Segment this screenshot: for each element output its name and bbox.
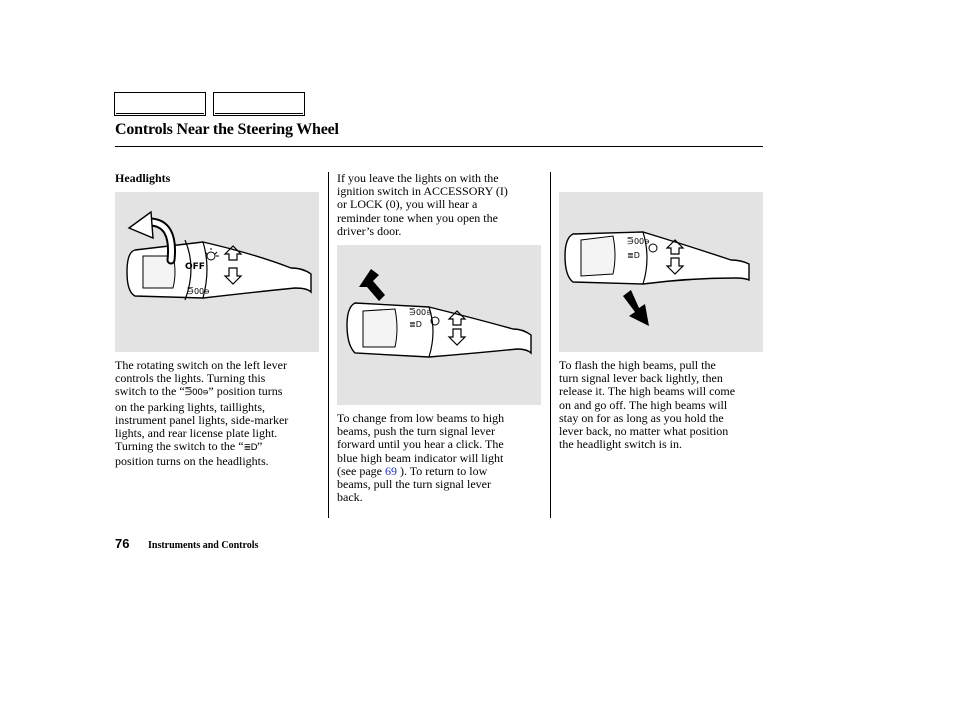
- page-number: 76: [115, 536, 130, 551]
- footer-section-title: Instruments and Controls: [148, 540, 259, 551]
- fig2-parking-symbol: ⋽00⋼: [409, 308, 432, 317]
- col2-bottom-line-4: blue high beam indicator will light: [337, 450, 504, 465]
- col2-bottom-line-5: beams, pull the turn signal lever: [337, 477, 491, 492]
- col1-line-4: on the parking lights, taillights,: [115, 399, 265, 414]
- high-beam-push-illustration: [337, 245, 541, 405]
- col3-line-5: stay on for as long as you hold the: [559, 410, 724, 425]
- col2-top-line-5: driver’s door.: [337, 223, 402, 238]
- col1-line-2: controls the lights. Turning this: [115, 371, 266, 386]
- col2-bottom-line-1: To change from low beams to high: [337, 411, 505, 425]
- nav-tab-1[interactable]: [114, 92, 206, 116]
- column-divider-1: [328, 172, 329, 518]
- col3-line-1: To flash the high beams, pull the: [559, 358, 716, 372]
- col3-line-2: turn signal lever back lightly, then: [559, 371, 723, 386]
- col2-see-page-line: (see page 69 ). To return to low: [337, 463, 488, 478]
- col1-paragraph: [115, 359, 288, 469]
- parking-lights-symbol: ⋽00⋼: [184, 388, 209, 399]
- col2-bottom-paragraph: [337, 412, 504, 504]
- figure-parking-symbol: ⋽00⋼: [187, 287, 210, 296]
- column-divider-2: [550, 172, 551, 518]
- col1-line-8: position turns on the headlights.: [115, 454, 269, 469]
- figure-high-beam-push: [337, 245, 541, 405]
- fig2-headlight-symbol: ≣D: [409, 320, 422, 329]
- col1-line-6: lights, and rear license plate light.: [115, 426, 278, 441]
- col1-line-7: Turning the switch to the “≣D”: [115, 439, 263, 454]
- off-label: OFF: [185, 262, 205, 272]
- figure-flash-high-beams: [559, 192, 763, 352]
- col2-bottom-line-2: beams, push the turn signal lever: [337, 424, 495, 439]
- col3-line-7: the headlight switch is in.: [559, 437, 682, 452]
- col2-top-line-1: If you leave the lights on with the: [337, 171, 499, 185]
- col3-line-3: release it. The high beams will come: [559, 384, 736, 399]
- fig3-headlight-symbol: ≣D: [627, 251, 640, 260]
- col2-top-paragraph: [337, 172, 508, 238]
- page-title: Controls Near the Steering Wheel: [115, 121, 339, 138]
- col1-line-3: switch to the “⋽00⋼” position turns: [115, 384, 283, 399]
- headlight-lever-illustration: [115, 192, 319, 352]
- col2-bottom-line-3: forward until you hear a click. The: [337, 437, 504, 452]
- col3-line-4: on and go off. The high beams will: [559, 397, 728, 412]
- col3-line-6: lever back, no matter what position: [559, 424, 729, 439]
- figure-headlight-switch: [115, 192, 319, 352]
- section-heading-headlights: Headlights: [115, 171, 171, 185]
- fig3-parking-symbol: ⋽00⋼: [627, 237, 650, 246]
- col3-paragraph: [559, 359, 735, 451]
- nav-tab-2[interactable]: [213, 92, 305, 116]
- headlights-symbol: ≣D: [243, 443, 258, 454]
- col2-top-line-4: reminder tone when you open the: [337, 210, 498, 225]
- col2-top-line-3: or LOCK (0), you will hear a: [337, 197, 478, 212]
- col2-bottom-line-6: back.: [337, 490, 363, 505]
- col1-line-5: instrument panel lights, side-marker: [115, 412, 289, 427]
- col1-line-1: The rotating switch on the left lever: [115, 358, 287, 372]
- col2-top-line-2: ignition switch in ACCESSORY (I): [337, 184, 508, 199]
- page-69-link[interactable]: 69: [384, 463, 397, 478]
- flash-high-beams-illustration: [559, 192, 763, 352]
- title-divider: [115, 146, 763, 147]
